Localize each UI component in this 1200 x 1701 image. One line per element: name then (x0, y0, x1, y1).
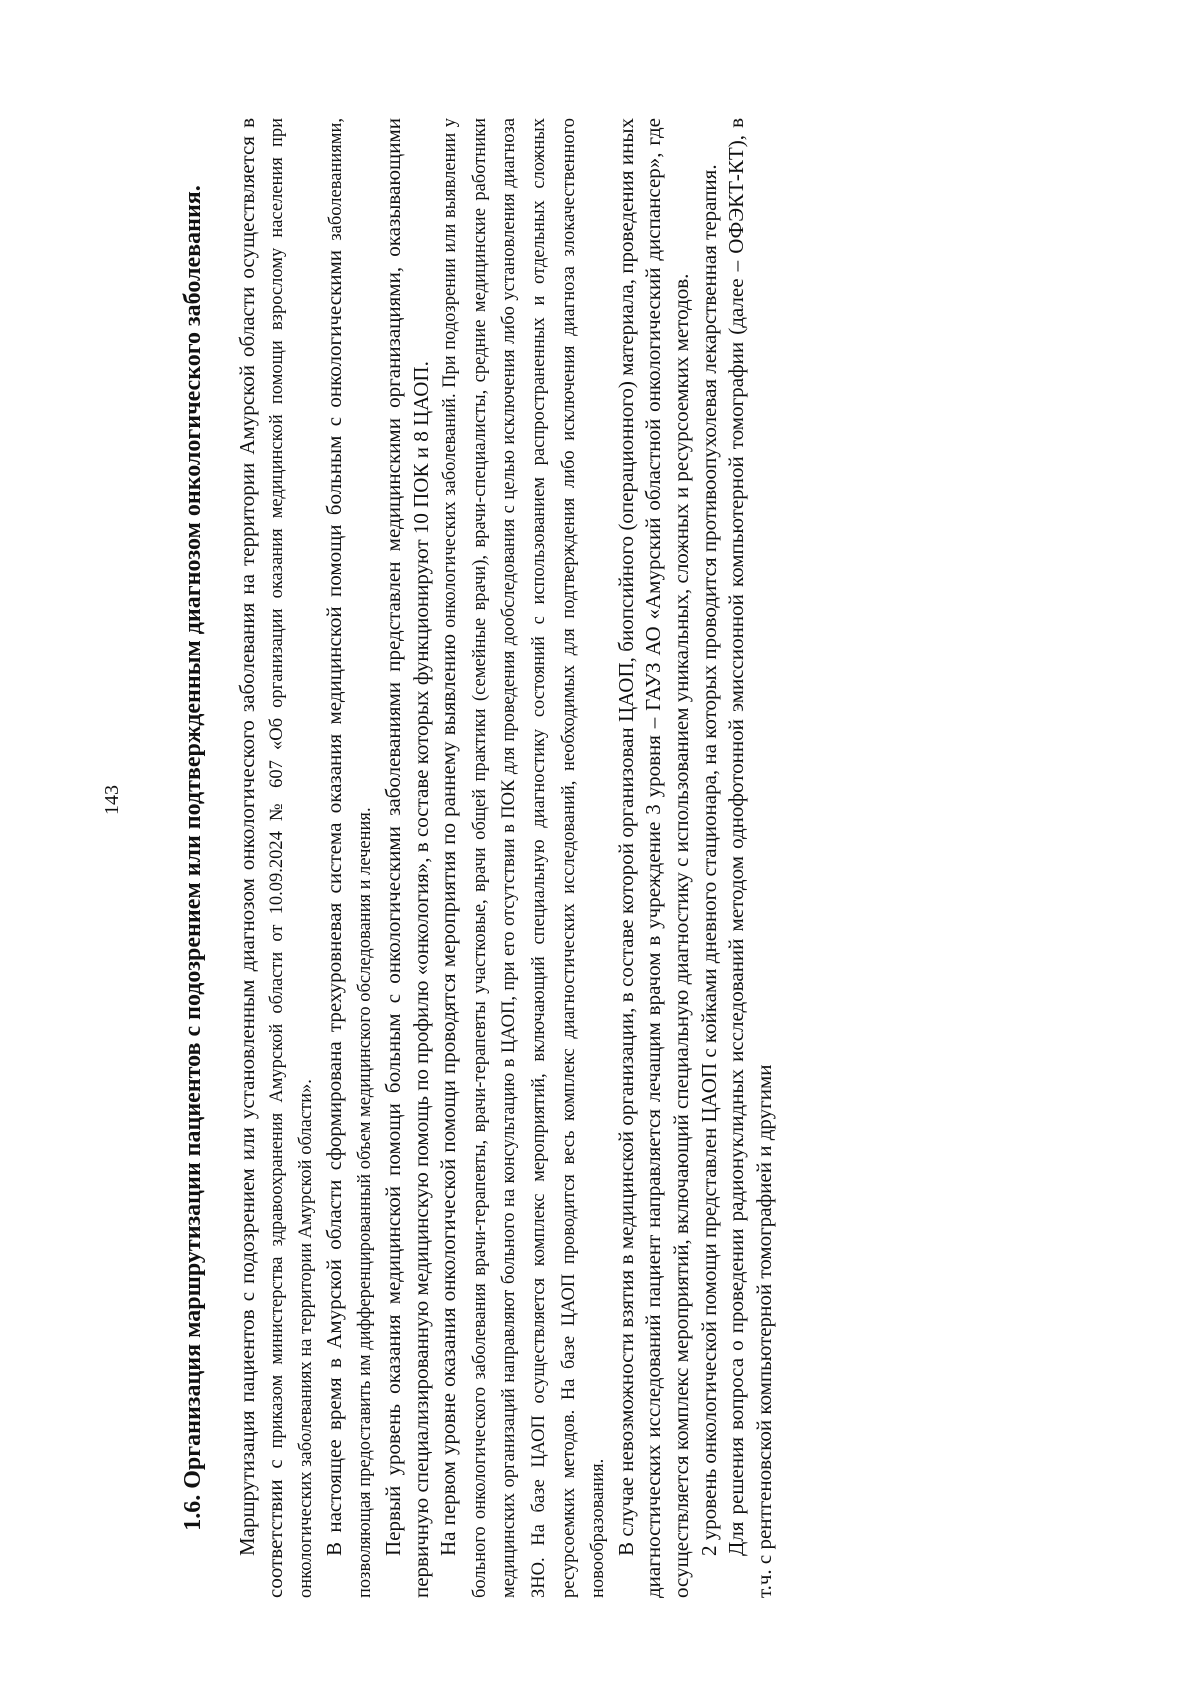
paragraph-routing-rest: приказом министерства здравоохранения Амурской области от 10.09.2024 № 607 «Об организации оказания медицинской помощи взрослому населения при онкологических заболеваниях на территории Амурской области». (266, 118, 317, 1598)
paragraph-first-level-intro: Первый уровень оказания медицинской помощи больным с онкологическими заболеваниями представлен медицинскими организациями, оказывающими первичную специализированную медицинскую помощь по профилю «онкология», в составе которых функционируют 10 ПОК и 8 ЦАОП. (380, 118, 433, 1598)
paragraph-radionuclide-intro: Для решения вопроса о проведении радионуклидных исследований методом однофотонной эмиссионной компьютерной томографии (далее – ОФЭКТ-КТ), в т.ч. с рентгеновской компьютерной томографией и другими (724, 118, 776, 1598)
paragraph-first-level-activities (435, 118, 613, 1598)
paragraph-biopsy (613, 118, 696, 1598)
paragraph-three-level-intro: В настоящее время в Амурской области сформирована трехуровневая система оказания медицинской помощи больным с онкологическими (321, 249, 346, 1556)
body-text (234, 118, 778, 1598)
page-number: 143 (101, 785, 123, 815)
paragraph-second-level-intro: 2 уровень онкологической помощи представлен ЦАОП с койками дневного стационара, на которых проводится противоопухолевая лекарственная терапия. (696, 164, 721, 1556)
paragraph-activities-rest: онкологических заболеваний. При подозрении или выявлении у больного онкологического заболевания врачи-терапевты, врачи-терапевты участковые, врачи общей практики (семейные врачи), врачи-специалисты, средние медицинские работники медицинских организаций направляют больного на консультацию в ЦАОП, при его отсутствии в ПОК для проведения дообследования с целью исключения либо установления диагноза ЗНО. На базе ЦАОП осуществляется комплекс мероприятий, включающий специальную диагностику состояний с использованием распространенных и отдельных сложных ресурсоемких методов. На базе ЦАОП проводится весь комплекс диагностических исследований, необходимых для подтверждения либо исключения диагноза злокачественного новообразования. (440, 117, 609, 1598)
paragraph-activities-intro: На первом уровне оказания онкологической помощи проводятся мероприятия по раннему выявлению (436, 633, 461, 1556)
paragraph-biopsy-intro: В случае невозможности взятия в медицинской организации, в составе которой организован ЦАОП, биопсийного (операционного) материала, проведения иных диагностических исследований пациент направляется лечащим врачом в учреждение 3 уровня – ГАУЗ АО «Амурский областной онкологический диспансер», где осуществляется комплекс мероприятий, включающий специальную диагностику с использованием уникальных, сложных и ресурсоемких методов. (613, 118, 693, 1598)
paragraph-three-level-rest: заболеваниями, позволяющая предоставить им дифференцированный объем медицинского обследования и лечения. (325, 118, 376, 1598)
rotated-content (178, 118, 1078, 1598)
paragraph-radionuclide (723, 118, 778, 1598)
paragraph-routing-intro: Маршрутизация пациентов с подозрением или установленным диагнозом онкологического заболевания на территории Амурской области осуществляется в соответствии с (235, 118, 287, 1598)
paragraph-three-level-system (321, 118, 380, 1598)
section-heading: 1.6. Организация маршрутизации пациентов с подозрением или подтвержденным диагнозом онкологического заболевания. (180, 185, 206, 1531)
paragraph-first-level (380, 118, 435, 1598)
paragraph-second-level (696, 118, 724, 1598)
paragraph-routing (234, 118, 321, 1598)
